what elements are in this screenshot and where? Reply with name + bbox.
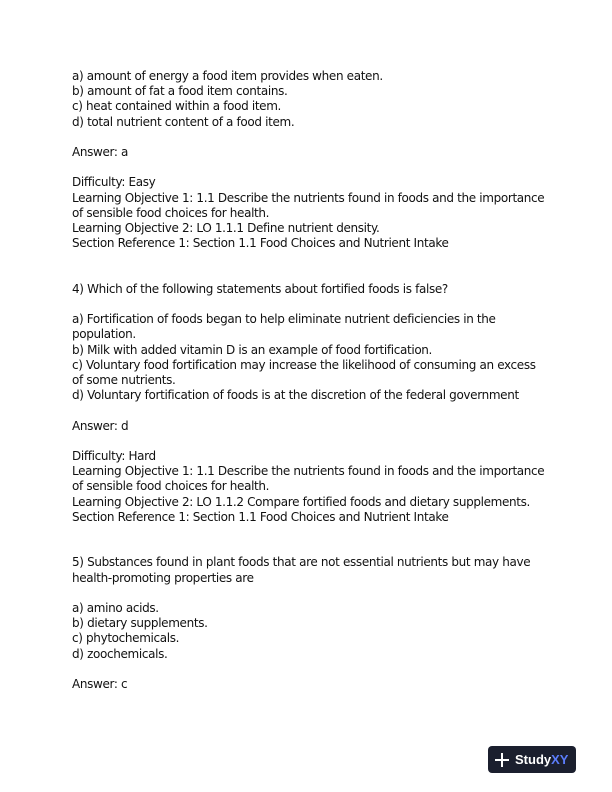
q4-option-a-cont: population.: [72, 327, 136, 342]
studyxy-badge[interactable]: [488, 746, 576, 773]
question-5-cont: health-promoting properties are: [72, 570, 254, 585]
difficulty: Difficulty: Easy: [72, 175, 156, 190]
q5-option-a: a) amino acids.: [72, 600, 159, 615]
q4-section-reference: Section Reference 1: Section 1.1 Food Choices and Nutrient Intake: [72, 509, 449, 524]
q5-option-c: c) phytochemicals.: [72, 631, 180, 646]
q4-option-a: a) Fortification of foods began to help eliminate nutrient deficiencies in the: [72, 312, 496, 327]
section-reference: Section Reference 1: Section 1.1 Food Choices and Nutrient Intake: [72, 236, 449, 251]
option-c: c) heat contained within a food item.: [72, 99, 282, 114]
plus-icon: [495, 753, 509, 767]
learning-objective-2: Learning Objective 2: LO 1.1.1 Define nutrient density.: [72, 221, 380, 235]
q4-option-c-cont: of some nutrients.: [72, 373, 176, 387]
learning-objective-1: Learning Objective 1: 1.1 Describe the nutrients found in foods and the importance: [72, 190, 545, 205]
document-page: [72, 69, 572, 692]
answer: Answer: a: [72, 145, 129, 159]
q4-answer: Answer: d: [72, 418, 129, 433]
q5-answer: Answer: c: [72, 676, 128, 691]
brand-logo-text: StudyXY: [515, 752, 569, 767]
q4-learning-objective-1-cont: of sensible food choices for health.: [72, 479, 270, 494]
q4-learning-objective-1: Learning Objective 1: 1.1 Describe the nutrients found in foods and the importance: [72, 464, 545, 479]
learning-objective-1-cont: of sensible food choices for health.: [72, 205, 270, 220]
q4-option-d: d) Voluntary fortification of foods is at the discretion of the federal government: [72, 388, 519, 403]
option-b: b) amount of fat a food item contains.: [72, 84, 288, 99]
question-4: 4) Which of the following statements about fortified foods is false?: [72, 281, 448, 296]
q4-option-b: b) Milk with added vitamin D is an example of food fortification.: [72, 342, 433, 357]
q4-option-c: c) Voluntary food fortification may increase the likelihood of consuming an excess: [72, 357, 536, 372]
q5-option-d: d) zoochemicals.: [72, 646, 168, 661]
q4-difficulty: Difficulty: Hard: [72, 448, 156, 463]
q4-learning-objective-2: Learning Objective 2: LO 1.1.2 Compare fortified foods and dietary supplements.: [72, 494, 530, 509]
question-5: 5) Substances found in plant foods that are not essential nutrients but may have: [72, 555, 531, 570]
option-a: a) amount of energy a food item provides when eaten.: [72, 69, 383, 83]
q5-option-b: b) dietary supplements.: [72, 616, 208, 631]
option-d: d) total nutrient content of a food item.: [72, 114, 295, 129]
